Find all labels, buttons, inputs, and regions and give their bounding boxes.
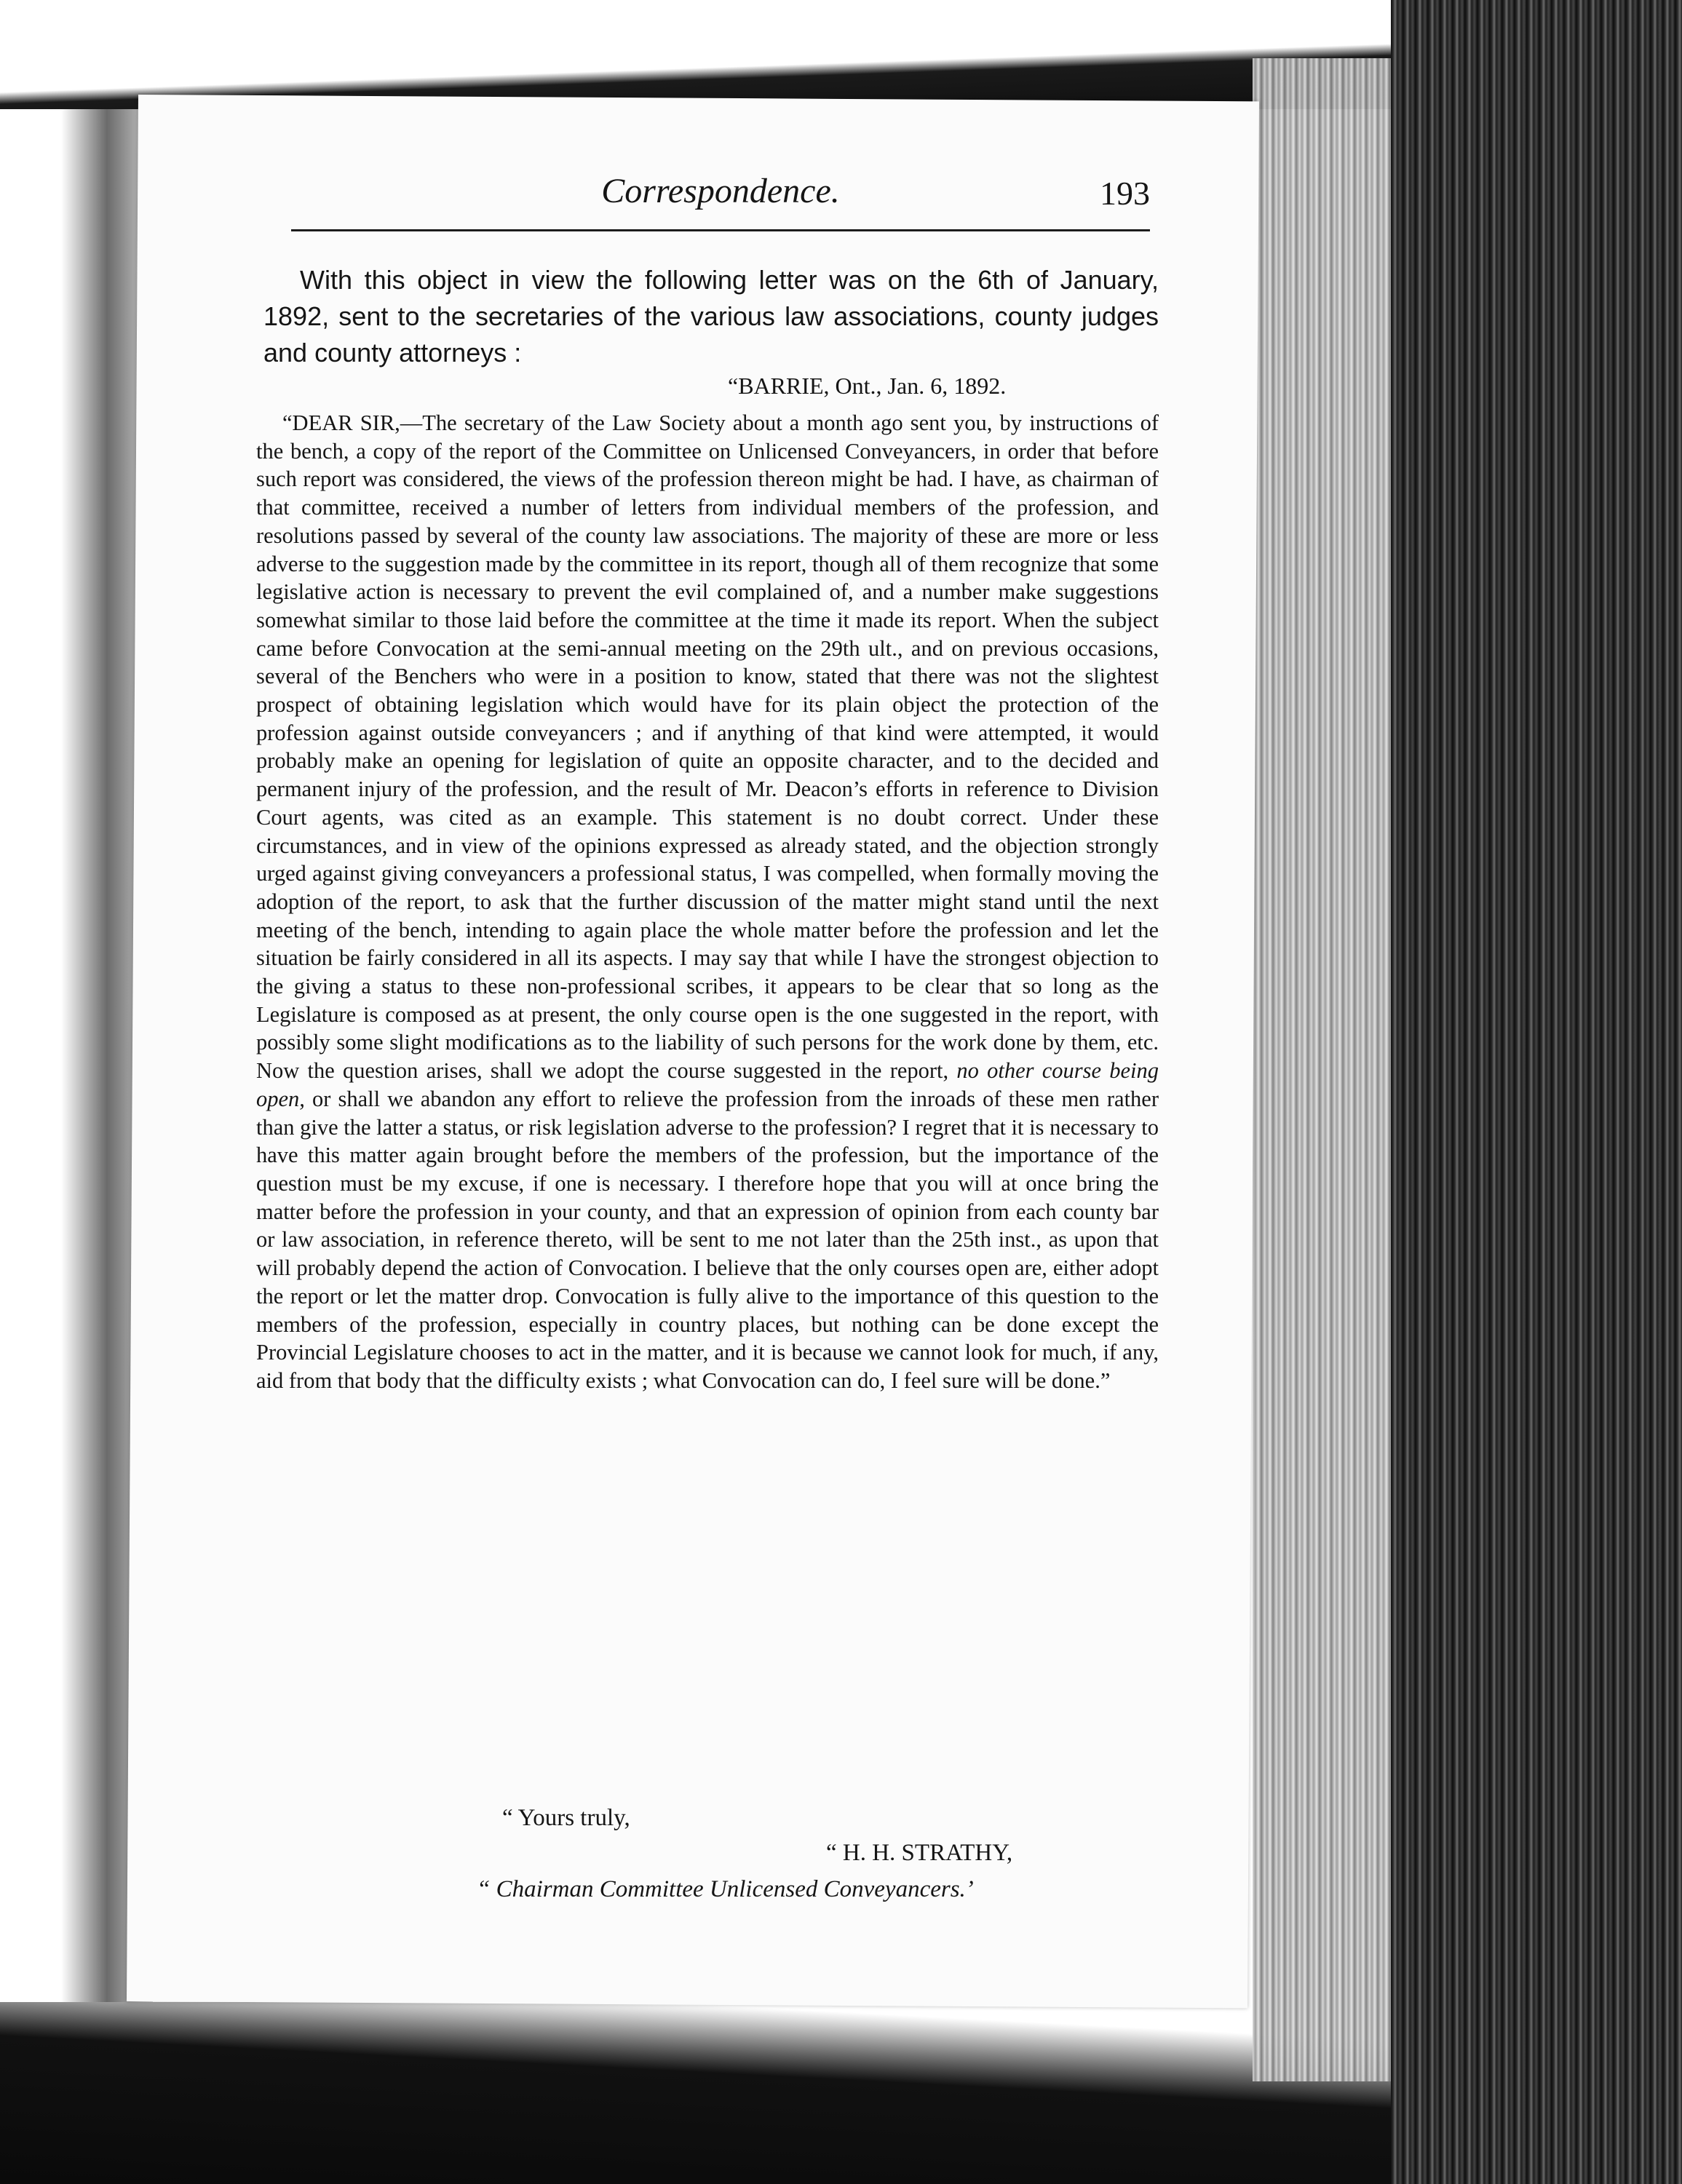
- header-rule: [291, 229, 1150, 231]
- letter-closing: “ Yours truly,: [502, 1805, 630, 1831]
- letter-body-part-2: or shall we abandon any effort to relieve the profession from the inroads of these men rather than give the latter a status, or risk legislation adverse to the profession? I regret that it is necessary to have this matter again brought before the members of the profession, but the importance of the question must be my excuse, if one is necessary. I therefore hope that you will at once bring the matter before the profession in your county, and that an expression of opinion from each county bar or law association, in reference thereto, will be sent to me not later than the 25th inst., as upon that will probably depend the action of Convocation. I believe that the only courses open are, either adopt the report or let the matter drop. Convocation is fully alive to the importance of this question to the members of the profession, especially in country places, but nothing can be done except the Provincial Legislature chooses to act in the matter, and it is because we cannot look for much, if any, aid from that body that the difficulty exists ; what Convocation can do, I feel sure will be done.”: [256, 1086, 1159, 1393]
- letter-salutation: “DEAR SIR,: [282, 410, 400, 435]
- letter-emphasis: no other course being open,: [256, 1058, 1159, 1111]
- letter-body: [256, 409, 1159, 1395]
- letter-signature: “ H. H. STRATHY,: [826, 1840, 1013, 1866]
- book-spine-edge: [1391, 0, 1682, 2184]
- letter-dateline: “BARRIE, Ont., Jan. 6, 1892.: [728, 373, 1007, 399]
- page-number: 193: [1100, 175, 1150, 212]
- signature-title: “ Chairman Committee Unlicensed Conveyancers.’: [477, 1876, 974, 1902]
- page-header: [291, 171, 1150, 237]
- running-title: Correspondence.: [601, 172, 840, 210]
- intro-paragraph: With this object in view the following letter was on the 6th of January, 1892, sent to the secretaries of the various law associations, county judges and county attorneys :: [263, 265, 1159, 368]
- letter-body-part-1: —The secretary of the Law Society about a month ago sent you, by instructions of the bench, a copy of the report of the Committee on Unlicensed Conveyancers, in order that before such report was considered, the views of the profession thereon might be had. I have, as chairman of that committee, received a number of letters from individual members of the profession, and resolutions passed by several of the county law associations. The majority of these are more or less adverse to the suggestion made by the committee in its report, though all of them recognize that some legislative action is necessary to prevent the evil complained of, and a number make suggestions somewhat similar to those laid before the committee at the time it made its report. When the subject came before Convocation at the semi-annual meeting on the 29th ult., and on previous occasions, several of the Benchers who were in a position to know, stated that there was not the slightest prospect of obtaining legislation which would have for its plain object the protection of the profession against outside conveyancers ; and if anything of that kind were attempted, it would probably make an opening for legislation of quite an opposite character, and to the decided and permanent injury of the profession, and the result of Mr. Deacon’s efforts in reference to Division Court agents, was cited as an example. This statement is no doubt correct. Under these circumstances, and in view of the opinions expressed as already stated, and the objection strongly urged against giving conveyancers a professional status, I was compelled, when formally moving the adoption of the report, to ask that the further discussion of the matter might stand until the next meeting of the bench, intending to again place the whole matter before the profession and let the situation be fairly considered in all its aspects. I may say that while I have the strongest objection to the giving a status to these non-professional scribes, it appears to be clear that so long as the Legislature is composed as at present, the only course open is the one suggested in the report, with possibly some slight modifications as to the liability of such persons for the work done by them, etc. Now the question arises, shall we adopt the course suggested in the report,: [256, 410, 1159, 1084]
- page-edges: [1253, 58, 1391, 2081]
